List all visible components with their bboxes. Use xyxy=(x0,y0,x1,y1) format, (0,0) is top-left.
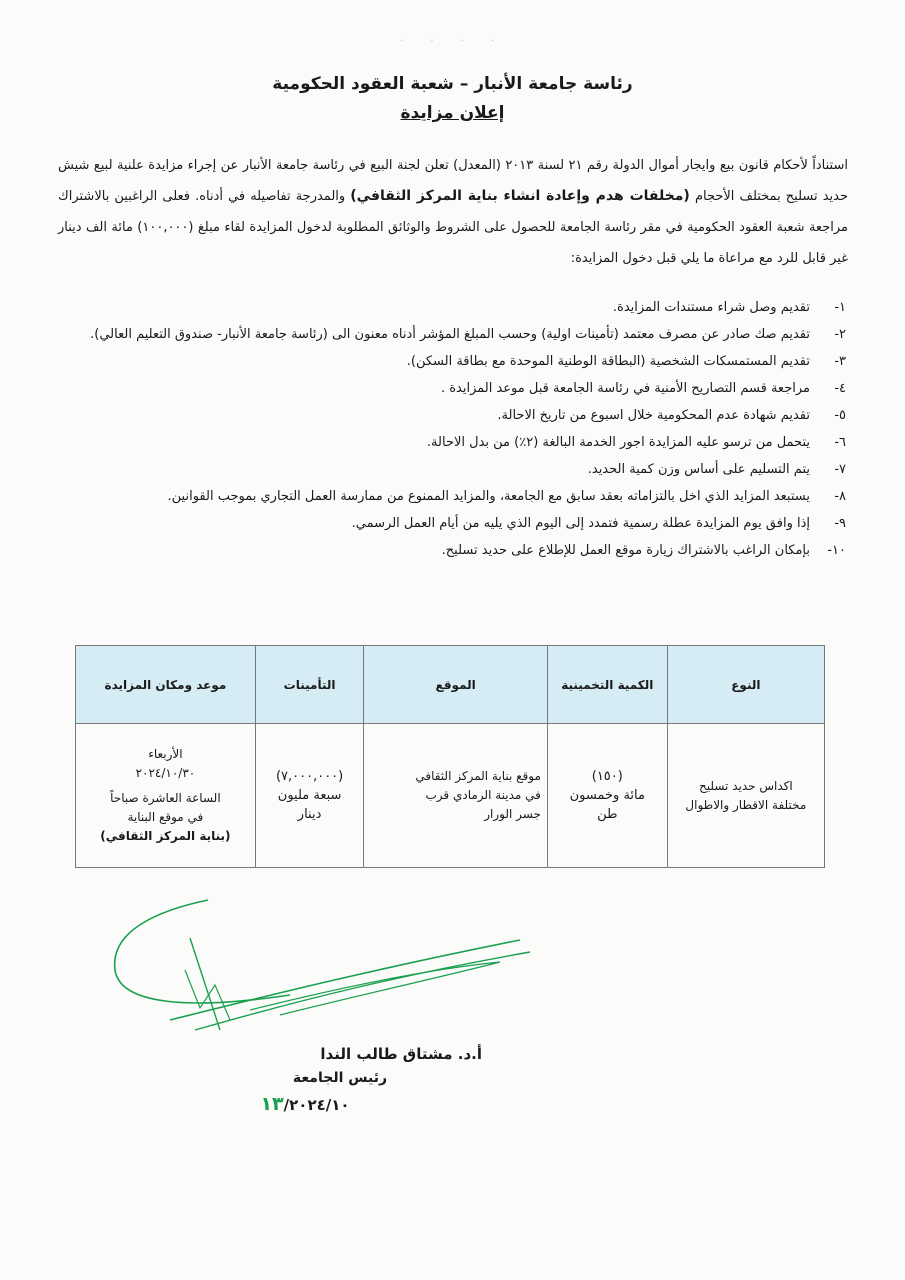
condition-item xyxy=(58,379,848,398)
condition-text: تقديم شهادة عدم المحكومية خلال اسبوع من تاريخ الاحالة. xyxy=(497,408,810,423)
printed-month-year: /٢٠٢٤/١٠ xyxy=(283,1096,350,1114)
condition-number: ٧- xyxy=(834,462,846,477)
table-header-row xyxy=(76,646,825,724)
cell-type xyxy=(667,724,824,868)
date-line: ٢٠٢٤/١٠/٣٠ xyxy=(135,766,196,780)
condition-number: ٥- xyxy=(834,408,846,423)
condition-number: ٨- xyxy=(834,489,846,504)
condition-item xyxy=(58,541,848,560)
condition-item xyxy=(58,514,848,533)
condition-item xyxy=(58,298,848,317)
date-line: الساعة العاشرة صباحاً xyxy=(110,791,221,805)
intro-paragraph xyxy=(58,150,848,274)
condition-text: إذا وافق يوم المزايدة عطلة رسمية فتمدد إلى اليوم الذي يليه من أيام العمل الرسمي. xyxy=(351,516,810,531)
auction-details-table xyxy=(75,645,825,868)
condition-number: ٦- xyxy=(834,435,846,450)
condition-number: ٣- xyxy=(834,354,846,369)
intro-highlight: (مخلفات هدم وإعادة انشاء بناية المركز الثقافي) xyxy=(350,188,690,204)
table-row xyxy=(76,724,825,868)
signatory-role: رئيس الجامعة xyxy=(292,1070,388,1086)
condition-text: يستبعد المزايد الذي اخل بالتزاماته بعقد سابق مع الجامعة، والمزايد الممنوع من ممارسة العمل التجاري بموجب القوانين. xyxy=(167,489,810,504)
quantity-line: مائة وخمسون xyxy=(569,788,645,803)
cell-insurance xyxy=(255,724,364,868)
date-line: في موقع البناية xyxy=(127,810,204,824)
scan-marks: · · · · xyxy=(400,36,507,47)
type-line: اكداس حديد تسليح xyxy=(699,778,793,793)
condition-item xyxy=(58,487,848,506)
header-date-place: موعد ومكان المزايدة xyxy=(76,646,256,724)
signatory-name: أ.د. مشتاق طالب الندا xyxy=(320,1045,482,1063)
header-type: النوع xyxy=(667,646,824,724)
type-line: مختلفة الاقطار والاطوال xyxy=(685,797,807,812)
condition-number: ١٠- xyxy=(827,543,846,558)
header-location: الموقع xyxy=(364,646,548,724)
insurance-line: (٧,٠٠٠,٠٠٠) xyxy=(275,769,344,784)
condition-item xyxy=(58,406,848,425)
condition-number: ١- xyxy=(834,300,846,315)
intro-part1: استناداً لأحكام قانون بيع وايجار أموال الدولة رقم ٢١ لسنة ٢٠١٣ (المعدل) تعلن لجنة البيع في رئاسة جامعة الأنبار عن إجراء مزايدة علنية لبيع شيش حديد تسليح بمختلف الأحجام xyxy=(58,158,848,204)
signature-date xyxy=(205,1093,405,1115)
quantity-line: (١٥٠) xyxy=(591,769,623,784)
announcement-title-text: إعلان مزايدة xyxy=(400,103,505,123)
quantity-line: طن xyxy=(597,807,618,822)
insurance-line: دينار xyxy=(297,807,322,822)
cell-quantity xyxy=(547,724,667,868)
condition-text: مراجعة قسم التصاريح الأمنية في رئاسة الجامعة قبل موعد المزايدة . xyxy=(440,381,810,396)
date-line-bold: (بناية المركز الثقافي) xyxy=(100,829,231,843)
condition-number: ٤- xyxy=(834,381,846,396)
condition-item xyxy=(58,352,848,371)
handwritten-day: ١٣ xyxy=(260,1093,284,1115)
condition-text: تقديم صك صادر عن مصرف معتمد (تأمينات اولية) وحسب المبلغ المؤشر أدناه معنون الى (رئاسة جامعة الأنبار- صندوق التعليم العالي). xyxy=(90,327,810,342)
location-line: موقع بناية المركز الثقافي xyxy=(415,769,541,783)
condition-item xyxy=(58,325,848,344)
condition-text: تقديم وصل شراء مستندات المزايدة. xyxy=(612,300,810,315)
condition-item xyxy=(58,460,848,479)
condition-number: ٢- xyxy=(834,327,846,342)
header-quantity: الكمية التخمينية xyxy=(547,646,667,724)
location-line: في مدينة الرمادي قرب xyxy=(425,788,541,802)
condition-item xyxy=(58,433,848,452)
handwritten-signature xyxy=(100,890,540,1040)
condition-text: بإمكان الراغب بالاشتراك زيارة موقع العمل للإطلاع على حديد تسليح. xyxy=(441,543,810,558)
date-line: الأربعاء xyxy=(148,747,183,761)
cell-location xyxy=(364,724,548,868)
condition-number: ٩- xyxy=(834,516,846,531)
condition-text: يتم التسليم على أساس وزن كمية الحديد. xyxy=(587,462,810,477)
insurance-line: سبعة مليون xyxy=(277,788,342,803)
location-line: جسر الورار xyxy=(484,807,541,821)
organization-heading: رئاسة جامعة الأنبار – شعبة العقود الحكومية xyxy=(272,74,633,94)
date-line xyxy=(82,827,249,846)
cell-date-place xyxy=(76,724,256,868)
condition-text: يتحمل من ترسو عليه المزايدة اجور الخدمة البالغة (٢٪) من بدل الاحالة. xyxy=(426,435,810,450)
intro-part2: والمدرجة تفاصيله في أدناه. فعلى الراغبين بالاشتراك مراجعة شعبة العقود الحكومية في مقر رئاسة الجامعة للحصول على الشروط والوثائق المطلوبة لدخول المزايدة لقاء مبلغ (١٠٠,٠٠٠) مائة الف دينار غير قابل للرد مع مراعاة ما يلي قبل دخول المزايدة: xyxy=(58,189,848,266)
conditions-list xyxy=(58,298,848,568)
announcement-title xyxy=(0,103,905,123)
header-insurance: التأمينات xyxy=(255,646,364,724)
condition-text: تقديم المستمسكات الشخصية (البطاقة الوطنية الموحدة مع بطاقة السكن). xyxy=(406,354,810,369)
